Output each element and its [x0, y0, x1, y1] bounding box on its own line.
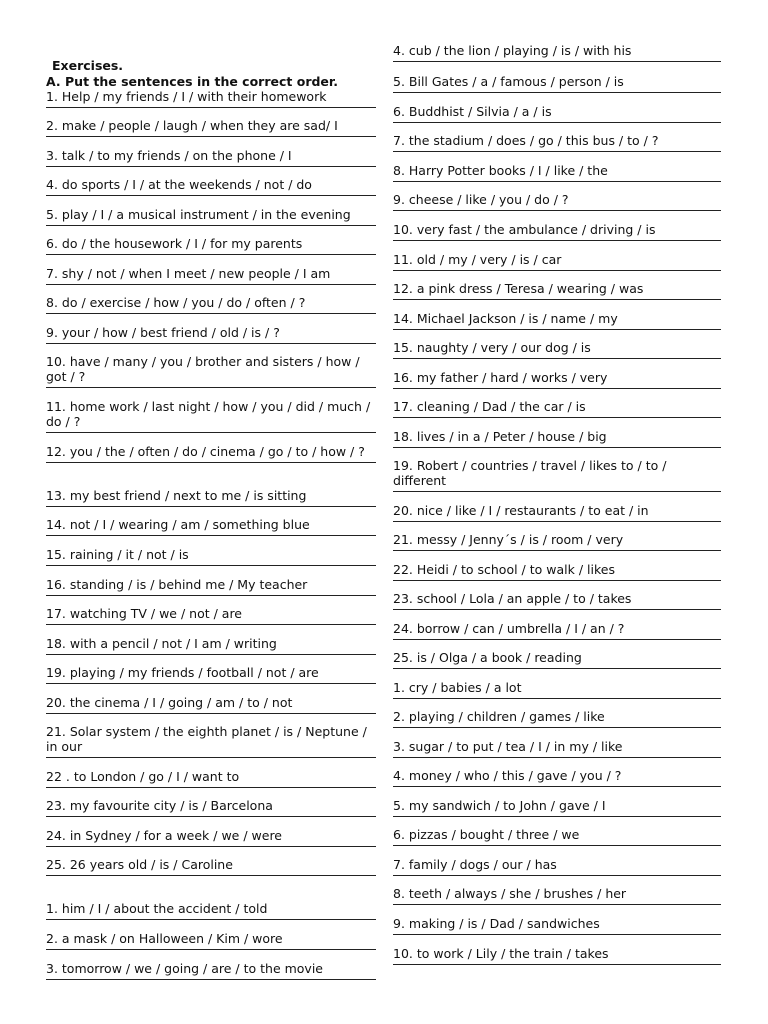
answer-line[interactable] [393, 181, 721, 182]
right-exercise-item [393, 562, 721, 581]
answer-line[interactable] [46, 166, 376, 167]
right-exercise-item [393, 621, 721, 640]
right-exercise-item [393, 340, 721, 359]
left-exercise-item [46, 444, 376, 463]
right-exercise-item [393, 532, 721, 551]
answer-line[interactable] [393, 875, 721, 876]
answer-line[interactable] [46, 195, 376, 196]
left-exercise-item [46, 177, 376, 196]
exercise-prompt: 1. cry / babies / a lot [393, 680, 522, 695]
left-exercise-item [46, 295, 376, 314]
exercise-prompt: 13. my best friend / next to me / is sitting [46, 488, 307, 503]
answer-line[interactable] [393, 816, 721, 817]
exercise-prompt: 15. naughty / very / our dog / is [393, 340, 591, 355]
exercise-prompt: 8. do / exercise / how / you / do / often / ? [46, 295, 306, 310]
exercise-prompt: 10. very fast / the ambulance / driving / is [393, 222, 656, 237]
exercise-prompt: 9. cheese / like / you / do / ? [393, 192, 569, 207]
exercise-prompt: 2. make / people / laugh / when they are sad/ I [46, 118, 338, 133]
answer-line[interactable] [46, 595, 376, 596]
exercises-title: Exercises. [52, 58, 124, 73]
answer-line[interactable] [46, 713, 376, 714]
right-exercise-item [393, 43, 721, 62]
answer-line[interactable] [393, 845, 721, 846]
exercise-prompt: 16. my father / hard / works / very [393, 370, 608, 385]
right-exercise-item [393, 222, 721, 241]
answer-line[interactable] [46, 683, 376, 684]
exercise-prompt: 7. family / dogs / our / has [393, 857, 557, 872]
answer-line[interactable] [393, 151, 721, 152]
answer-line[interactable] [393, 550, 721, 551]
exercise-prompt: 21. messy / Jenny´s / is / room / very [393, 532, 624, 547]
exercise-prompt: 16. standing / is / behind me / My teacher [46, 577, 308, 592]
exercise-prompt: 17. watching TV / we / not / are [46, 606, 242, 621]
left-exercise-item [46, 606, 376, 625]
left-exercise-item [46, 148, 376, 167]
answer-line[interactable] [46, 343, 376, 344]
exercise-prompt: 12. a pink dress / Teresa / wearing / was [393, 281, 644, 296]
answer-line[interactable] [46, 254, 376, 255]
answer-line[interactable] [46, 846, 376, 847]
answer-line[interactable] [393, 447, 721, 448]
left-exercise-item [46, 488, 376, 507]
exercise-prompt: 24. in Sydney / for a week / we / were [46, 828, 282, 843]
exercise-prompt: 10. to work / Lily / the train / takes [393, 946, 609, 961]
left-exercise-item [46, 828, 376, 847]
exercise-prompt: 20. the cinema / I / going / am / to / not [46, 695, 293, 710]
exercise-prompt: 25. 26 years old / is / Caroline [46, 857, 233, 872]
exercise-prompt: 18. lives / in a / Peter / house / big [393, 429, 607, 444]
answer-line[interactable] [393, 417, 721, 418]
exercise-prompt: 14. Michael Jackson / is / name / my [393, 311, 618, 326]
exercise-prompt: 6. do / the housework / I / for my parents [46, 236, 303, 251]
answer-line[interactable] [46, 107, 376, 108]
answer-line[interactable] [393, 299, 721, 300]
right-exercise-item [393, 591, 721, 610]
answer-line[interactable] [46, 284, 376, 285]
right-exercise-item [393, 252, 721, 271]
answer-line[interactable] [46, 654, 376, 655]
answer-line[interactable] [46, 313, 376, 314]
left-exercise-item [46, 236, 376, 255]
left-exercise-item [46, 577, 376, 596]
exercise-prompt: 17. cleaning / Dad / the car / is [393, 399, 586, 414]
answer-line[interactable] [393, 964, 721, 965]
right-exercise-item [393, 739, 721, 758]
answer-line[interactable] [393, 609, 721, 610]
right-exercise-item [393, 886, 721, 905]
left-exercise-item [46, 798, 376, 817]
exercise-prompt: 22 . to London / go / I / want to [46, 769, 240, 784]
exercise-prompt: 1. Help / my friends / I / with their homework [46, 89, 327, 104]
exercise-prompt: 4. cub / the lion / playing / is / with his [393, 43, 632, 58]
left-exercise-item [46, 961, 376, 980]
left-exercise-item [46, 724, 376, 758]
right-exercise-item [393, 192, 721, 211]
right-exercise-item [393, 709, 721, 728]
left-exercise-item [46, 636, 376, 655]
exercise-prompt: 3. tomorrow / we / going / are / to the movie [46, 961, 323, 976]
exercise-prompt: 8. teeth / always / she / brushes / her [393, 886, 627, 901]
exercise-prompt: 9. making / is / Dad / sandwiches [393, 916, 600, 931]
answer-line[interactable] [393, 580, 721, 581]
exercise-prompt: 24. borrow / can / umbrella / I / an / ? [393, 621, 625, 636]
instruction-heading: A. Put the sentences in the correct order. [46, 74, 339, 89]
left-exercise-item [46, 118, 376, 137]
answer-line[interactable] [46, 136, 376, 137]
answer-line[interactable] [46, 979, 376, 980]
exercise-prompt: 5. play / I / a musical instrument / in the evening [46, 207, 351, 222]
answer-line[interactable] [393, 122, 721, 123]
exercise-prompt: 8. Harry Potter books / I / like / the [393, 163, 608, 178]
answer-line[interactable] [393, 668, 721, 669]
right-exercise-item [393, 281, 721, 300]
right-exercise-item [393, 104, 721, 123]
answer-line[interactable] [46, 225, 376, 226]
exercise-prompt: 21. Solar system / the eighth planet / is / Neptune / in our [46, 724, 367, 754]
answer-line[interactable] [46, 565, 376, 566]
exercise-prompt: 9. your / how / best friend / old / is / ? [46, 325, 280, 340]
left-exercise-item [46, 89, 376, 108]
right-exercise-item [393, 503, 721, 522]
answer-line[interactable] [46, 624, 376, 625]
right-exercise-item [393, 133, 721, 152]
answer-line[interactable] [393, 521, 721, 522]
exercise-prompt: 10. have / many / you / brother and sisters / how / got / ? [46, 354, 360, 384]
exercise-prompt: 14. not / I / wearing / am / something blue [46, 517, 310, 532]
answer-line[interactable] [393, 388, 721, 389]
exercise-prompt: 3. talk / to my friends / on the phone / I [46, 148, 292, 163]
exercise-prompt: 18. with a pencil / not / I am / writing [46, 636, 277, 651]
exercise-prompt: 22. Heidi / to school / to walk / likes [393, 562, 615, 577]
answer-line[interactable] [46, 787, 376, 788]
answer-line[interactable] [46, 432, 376, 433]
left-exercise-item [46, 354, 376, 388]
exercise-prompt: 2. playing / children / games / like [393, 709, 605, 724]
exercise-prompt: 23. my favourite city / is / Barcelona [46, 798, 273, 813]
right-exercise-item [393, 399, 721, 418]
answer-line[interactable] [393, 727, 721, 728]
right-exercise-item [393, 798, 721, 817]
answer-line[interactable] [393, 757, 721, 758]
right-exercise-item [393, 163, 721, 182]
exercise-prompt: 2. a mask / on Halloween / Kim / wore [46, 931, 283, 946]
exercise-prompt: 6. Buddhist / Silvia / a / is [393, 104, 552, 119]
left-exercise-item [46, 399, 376, 433]
answer-line[interactable] [46, 919, 376, 920]
exercise-prompt: 7. shy / not / when I meet / new people / I am [46, 266, 331, 281]
exercise-prompt: 23. school / Lola / an apple / to / takes [393, 591, 632, 606]
exercise-prompt: 15. raining / it / not / is [46, 547, 189, 562]
left-exercise-item [46, 665, 376, 684]
answer-line[interactable] [46, 875, 376, 876]
answer-line[interactable] [393, 358, 721, 359]
answer-line[interactable] [393, 240, 721, 241]
exercise-prompt: 11. old / my / very / is / car [393, 252, 562, 267]
exercise-prompt: 6. pizzas / bought / three / we [393, 827, 580, 842]
right-exercise-item [393, 916, 721, 935]
answer-line[interactable] [46, 757, 376, 758]
answer-line[interactable] [393, 210, 721, 211]
answer-line[interactable] [393, 934, 721, 935]
left-exercise-item [46, 266, 376, 285]
answer-line[interactable] [46, 535, 376, 536]
left-exercise-item [46, 207, 376, 226]
right-exercise-item [393, 768, 721, 787]
exercise-prompt: 25. is / Olga / a book / reading [393, 650, 582, 665]
exercise-prompt: 11. home work / last night / how / you / did / much / do / ? [46, 399, 371, 429]
exercise-prompt: 4. do sports / I / at the weekends / not / do [46, 177, 312, 192]
answer-line[interactable] [46, 949, 376, 950]
answer-line[interactable] [393, 698, 721, 699]
exercise-prompt: 19. playing / my friends / football / not / are [46, 665, 319, 680]
left-exercise-item [46, 517, 376, 536]
answer-line[interactable] [46, 387, 376, 388]
answer-line[interactable] [393, 270, 721, 271]
left-exercise-item [46, 547, 376, 566]
answer-line[interactable] [393, 639, 721, 640]
answer-line[interactable] [393, 786, 721, 787]
right-exercise-item [393, 946, 721, 965]
exercise-prompt: 3. sugar / to put / tea / I / in my / like [393, 739, 623, 754]
left-exercise-item [46, 325, 376, 344]
answer-line[interactable] [46, 462, 376, 463]
answer-line[interactable] [393, 329, 721, 330]
exercise-prompt: 7. the stadium / does / go / this bus / to / ? [393, 133, 659, 148]
exercise-prompt: 1. him / I / about the accident / told [46, 901, 268, 916]
answer-line[interactable] [393, 61, 721, 62]
exercise-prompt: 20. nice / like / I / restaurants / to eat / in [393, 503, 649, 518]
left-exercise-item [46, 931, 376, 950]
right-exercise-item [393, 650, 721, 669]
answer-line[interactable] [393, 92, 721, 93]
right-exercise-item [393, 857, 721, 876]
answer-line[interactable] [393, 904, 721, 905]
right-exercise-item [393, 429, 721, 448]
right-exercise-item [393, 311, 721, 330]
right-exercise-item [393, 370, 721, 389]
answer-line[interactable] [393, 491, 721, 492]
left-exercise-item [46, 695, 376, 714]
right-exercise-item [393, 458, 721, 492]
left-exercise-item [46, 901, 376, 920]
answer-line[interactable] [46, 816, 376, 817]
right-exercise-item [393, 74, 721, 93]
exercise-prompt: 5. my sandwich / to John / gave / I [393, 798, 606, 813]
left-exercise-item [46, 769, 376, 788]
right-exercise-item [393, 827, 721, 846]
exercise-prompt: 5. Bill Gates / a / famous / person / is [393, 74, 624, 89]
exercise-prompt: 12. you / the / often / do / cinema / go / to / how / ? [46, 444, 365, 459]
answer-line[interactable] [46, 506, 376, 507]
exercise-prompt: 4. money / who / this / gave / you / ? [393, 768, 622, 783]
exercise-prompt: 19. Robert / countries / travel / likes to / to / different [393, 458, 667, 488]
left-exercise-item [46, 857, 376, 876]
right-exercise-item [393, 680, 721, 699]
